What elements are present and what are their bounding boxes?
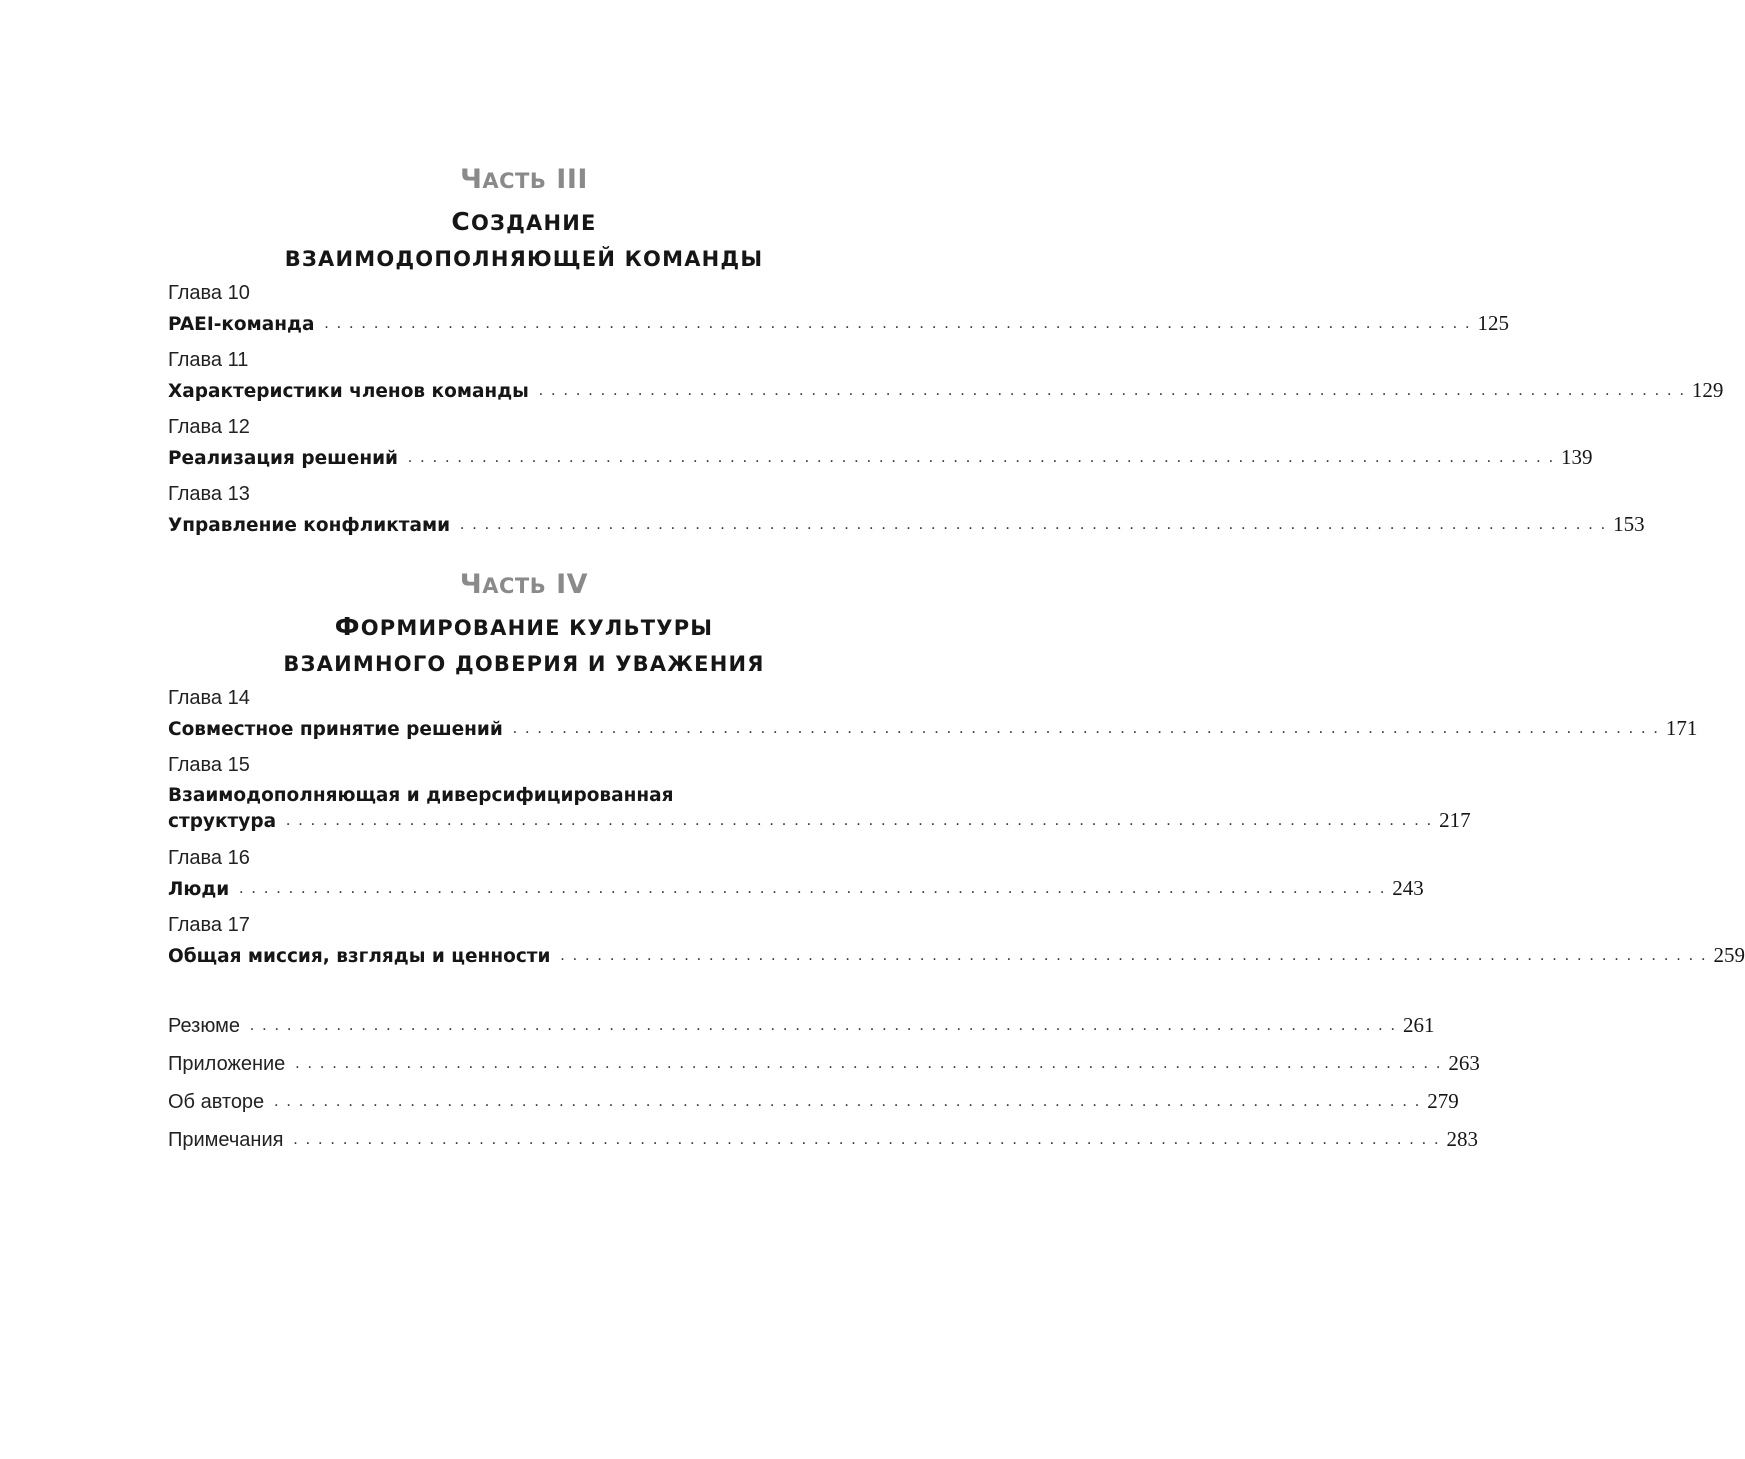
page-number: 139 [1561,445,1593,469]
toc-entry-about-author[interactable] [168,1089,1459,1127]
part-3-label: ЧАСТЬ III [460,164,588,195]
chapter-label: Глава 13 [168,483,250,505]
part-4-heading [168,570,880,682]
chapter-label: Глава 16 [168,847,250,869]
dot-leader: . . . . . . . . . . . . . . . . . . . . . . . . . . . . . . . . . . . . . . . . . . . . . . . . . . . . . . . . . . . . . . . . . . . . . . . . . . . . . . . . . . . . . . . . . . . . . [324,315,1472,332]
page-number: 283 [1446,1127,1478,1151]
toc-entry-chapter-17[interactable] [168,913,1745,980]
entry-title: Примечания [168,1129,284,1151]
chapter-label: Глава 11 [168,349,249,371]
toc-entry-chapter-10[interactable] [168,281,1509,348]
page-number: 259 [1713,943,1745,967]
dot-leader: . . . . . . . . . . . . . . . . . . . . . . . . . . . . . . . . . . . . . . . . . . . . . . . . . . . . . . . . . . . . . . . . . . . . . . . . . . . . . . . . . . . . . . . . . . . . . [560,947,1708,964]
page-number: 263 [1448,1051,1480,1075]
toc-entry-chapter-15[interactable] [168,753,1471,846]
entry-title: Резюме [168,1015,240,1037]
dot-leader: . . . . . . . . . . . . . . . . . . . . . . . . . . . . . . . . . . . . . . . . . . . . . . . . . . . . . . . . . . . . . . . . . . . . . . . . . . . . . . . . . . . . . . . . . . . . . [538,382,1686,399]
page-number: 171 [1665,716,1698,740]
chapter-label: Глава 12 [168,416,250,438]
toc-entry-notes[interactable] [168,1127,1478,1165]
part-4-title: ФОРМИРОВАНИЕ КУЛЬТУРЫ ВЗАИМНОГО ДОВЕРИЯ И УВАЖЕНИЯ [283,612,765,676]
page-number: 261 [1402,1013,1435,1037]
page-number: 243 [1392,876,1424,900]
toc-entry-chapter-13[interactable] [168,482,1645,549]
chapter-title: Общая миссия, взгляды и ценности [168,946,551,967]
page-number: 129 [1691,378,1724,402]
chapter-title: Управление конфликтами [168,515,451,536]
part-3-chapter-list [168,281,1724,549]
page-number: 125 [1477,311,1509,335]
chapter-title-line-2: структура [168,811,277,832]
dot-leader: . . . . . . . . . . . . . . . . . . . . . . . . . . . . . . . . . . . . . . . . . . . . . . . . . . . . . . . . . . . . . . . . . . . . . . . . . . . . . . . . . . . . . . . . . . . . . [274,1093,1422,1110]
chapter-label: Глава 15 [168,754,250,776]
dot-leader: . . . . . . . . . . . . . . . . . . . . . . . . . . . . . . . . . . . . . . . . . . . . . . . . . . . . . . . . . . . . . . . . . . . . . . . . . . . . . . . . . . . . . . . . . . . . . [295,1055,1443,1072]
entry-title: Об авторе [168,1091,265,1113]
toc-entry-chapter-16[interactable] [168,846,1424,913]
part-3-heading [168,165,880,277]
chapter-title: Реализация решений [168,448,399,469]
dot-leader: . . . . . . . . . . . . . . . . . . . . . . . . . . . . . . . . . . . . . . . . . . . . . . . . . . . . . . . . . . . . . . . . . . . . . . . . . . . . . . . . . . . . . . . . . . . . . [512,720,1660,737]
chapter-title-line-1: Взаимодополняющая и диверсифицированная [168,785,674,806]
dot-leader: . . . . . . . . . . . . . . . . . . . . . . . . . . . . . . . . . . . . . . . . . . . . . . . . . . . . . . . . . . . . . . . . . . . . . . . . . . . . . . . . . . . . . . . . . . . . . [293,1131,1441,1148]
chapter-label: Глава 10 [168,282,250,304]
dot-leader: . . . . . . . . . . . . . . . . . . . . . . . . . . . . . . . . . . . . . . . . . . . . . . . . . . . . . . . . . . . . . . . . . . . . . . . . . . . . . . . . . . . . . . . . . . . . . [249,1017,1397,1034]
part-3-title: СОЗДАНИЕ ВЗАИМОДОПОЛНЯЮЩЕЙ КОМАНДЫ [284,207,764,271]
page-number: 279 [1427,1089,1459,1113]
chapter-title: Совместное принятие решений [168,719,503,740]
dot-leader: . . . . . . . . . . . . . . . . . . . . . . . . . . . . . . . . . . . . . . . . . . . . . . . . . . . . . . . . . . . . . . . . . . . . . . . . . . . . . . . . . . . . . . . . . . . . . [460,516,1608,533]
dot-leader: . . . . . . . . . . . . . . . . . . . . . . . . . . . . . . . . . . . . . . . . . . . . . . . . . . . . . . . . . . . . . . . . . . . . . . . . . . . . . . . . . . . . . . . . . . . . . [239,880,1387,897]
page-number: 217 [1439,808,1471,832]
dot-leader: . . . . . . . . . . . . . . . . . . . . . . . . . . . . . . . . . . . . . . . . . . . . . . . . . . . . . . . . . . . . . . . . . . . . . . . . . . . . . . . . . . . . . . . . . . . . . [286,812,1434,829]
chapter-label: Глава 14 [168,687,250,709]
toc-entry-chapter-12[interactable] [168,415,1593,482]
entry-title: Приложение [168,1053,286,1075]
toc-entry-chapter-14[interactable] [168,686,1698,753]
chapter-title: Характеристики членов команды [168,381,529,402]
dot-leader: . . . . . . . . . . . . . . . . . . . . . . . . . . . . . . . . . . . . . . . . . . . . . . . . . . . . . . . . . . . . . . . . . . . . . . . . . . . . . . . . . . . . . . . . . . . . . [408,449,1556,466]
toc-entry-appendix[interactable] [168,1051,1480,1089]
chapter-title: PAEI-команда [168,314,315,335]
toc-entry-summary[interactable] [168,1013,1435,1051]
page-number: 153 [1613,512,1645,536]
toc-entry-chapter-11[interactable] [168,348,1724,415]
part-4-label: ЧАСТЬ IV [459,569,589,600]
chapter-title: Люди [168,879,230,900]
backmatter-list [168,1013,1480,1165]
chapter-label: Глава 17 [168,914,250,936]
part-4-chapter-list [168,686,1745,980]
